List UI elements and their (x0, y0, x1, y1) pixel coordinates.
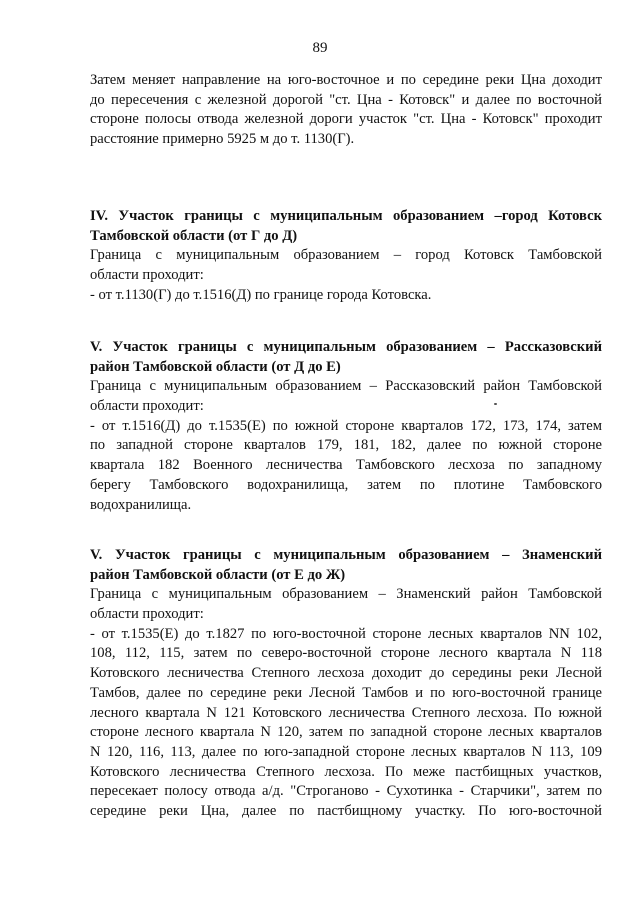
section-heading: IV. Участок границы с муниципальным образованием –город Котовск (90, 208, 602, 224)
section-text: области проходит: (90, 606, 204, 623)
section-text: области проходит: (90, 398, 204, 415)
section-text: Граница с муниципальным образованием – город Котовск Тамбовской (90, 247, 602, 264)
section-text: лесного квартала N 121 Котовского лесничества Степного лесхоза. По южной (90, 704, 602, 721)
section-text: по западной стороне кварталов 179, 181, 182, далее по южной стороне (90, 437, 602, 454)
section-text: области проходит: (90, 267, 204, 284)
section-heading: Тамбовской области (от Г до Д) (90, 227, 298, 244)
section-text: 108, 112, 115, затем по северо-восточной стороне лесного квартала N 118 (90, 645, 602, 662)
intro-line: Затем меняет направление на юго-восточное и по середине реки Цна доходит (90, 72, 602, 88)
intro-line: расстояние примерно 5925 м до т. 1130(Г). (90, 131, 355, 148)
section-heading: V. Участок границы с муниципальным образованием – Рассказовский (90, 339, 602, 355)
section-text: - от т.1535(Е) до т.1827 по юго-восточной стороне лесных кварталов NN 102, (90, 625, 602, 642)
section-text: пересекает полосу отвода а/д. "Строганово - Сухотинка - Старчики", затем по (90, 783, 602, 800)
section-heading: V. Участок границы с муниципальным образованием – Знаменский (90, 547, 602, 563)
section-heading: район Тамбовской области (от Е до Ж) (90, 566, 346, 583)
intro-line: стороне полосы отвода железной дороги участок "ст. Цна - Котовск" проходит (90, 111, 602, 128)
intro-paragraph (90, 71, 602, 150)
section-text: середине реки Цна, далее по пастбищному участку. По юго-восточной (90, 802, 602, 819)
section-text: берегу Тамбовского водохранилища, затем по плотине Тамбовского (90, 476, 602, 493)
section-text: водохранилища. (90, 496, 192, 513)
page-number: 89 (312, 40, 328, 56)
section-text: - от т.1130(Г) до т.1516(Д) по границе города Котовска. (90, 286, 432, 303)
section-heading: район Тамбовской области (от Д до Е) (90, 358, 341, 375)
section-text: N 120, 116, 113, далее по юго-западной стороне лесных кварталов N 113, 109 (90, 743, 602, 760)
section-text: Котовского лесничества Степного лесхоза доходит до середины реки Лесной (90, 665, 602, 682)
section-text: - от т.1516(Д) до т.1535(Е) по южной стороне кварталов 172, 173, 174, затем (90, 417, 602, 434)
intro-line: до пересечения с железной дорогой "ст. Цна - Котовск" и далее по восточной (90, 91, 602, 108)
section-text: Котовского лесничества Степного лесхоза. По меже пастбищных участков, (90, 763, 602, 780)
section-text: стороне лесного квартала N 120, затем по западной стороне лесных кварталов (90, 724, 602, 741)
section-v-rasskazovsky (90, 338, 602, 515)
section-text: Граница с муниципальным образованием – Знаменский район Тамбовской (90, 586, 602, 603)
section-iv (90, 207, 602, 305)
section-v-znamensky (90, 546, 602, 822)
section-text: Тамбов, далее по середине реки Лесной Тамбов и по юго-восточной границе (90, 684, 602, 701)
section-text: Граница с муниципальным образованием – Рассказовский район Тамбовской (90, 378, 602, 395)
section-text: квартала 182 Военного лесничества Тамбовского лесхоза по западному (90, 457, 602, 474)
scan-mark (494, 403, 497, 405)
